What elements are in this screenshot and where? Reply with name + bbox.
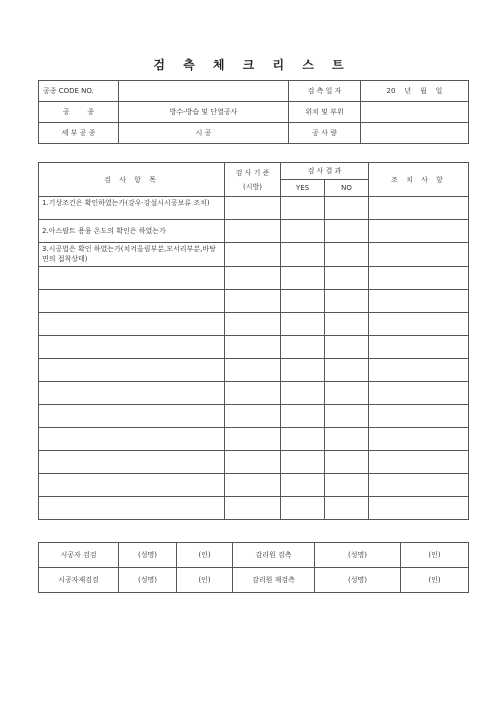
table-row bbox=[39, 428, 469, 451]
header-table bbox=[38, 80, 469, 144]
quantity-value[interactable] bbox=[361, 123, 469, 144]
no-cell[interactable] bbox=[325, 267, 369, 290]
action-cell[interactable] bbox=[369, 313, 469, 336]
yes-cell[interactable] bbox=[281, 497, 325, 520]
work-type-value: 방수-방습 및 단열공사 bbox=[119, 102, 289, 123]
no-cell[interactable] bbox=[325, 313, 369, 336]
col-standard-header bbox=[225, 163, 281, 197]
header-row-work-type bbox=[39, 102, 469, 123]
inspection-date-value[interactable]: 20 년 월 일 bbox=[361, 81, 469, 102]
contractor-recheck-seal[interactable]: (인) bbox=[177, 568, 233, 593]
action-cell[interactable] bbox=[369, 428, 469, 451]
item-text: 1.기상조건은 확인하였는가(강우·강설시시공보류 조치) bbox=[39, 197, 225, 220]
col-standard-title: 검 사 기 준 bbox=[235, 168, 270, 177]
location-value[interactable] bbox=[361, 102, 469, 123]
table-row bbox=[39, 451, 469, 474]
standard-cell[interactable] bbox=[225, 497, 281, 520]
work-type-label: 공 종 bbox=[39, 102, 119, 123]
quantity-label: 공 사 량 bbox=[289, 123, 361, 144]
yes-cell[interactable] bbox=[281, 220, 325, 243]
table-row bbox=[39, 267, 469, 290]
no-cell[interactable] bbox=[325, 382, 369, 405]
standard-cell[interactable] bbox=[225, 220, 281, 243]
yes-cell[interactable] bbox=[281, 428, 325, 451]
standard-cell[interactable] bbox=[225, 382, 281, 405]
action-cell[interactable] bbox=[369, 497, 469, 520]
supervisor-check-label: 감리원 검측 bbox=[233, 543, 315, 568]
no-cell[interactable] bbox=[325, 497, 369, 520]
item-cell[interactable] bbox=[39, 359, 225, 382]
checklist-header-row bbox=[39, 163, 469, 180]
signature-row-1 bbox=[39, 543, 469, 568]
table-row bbox=[39, 405, 469, 428]
contractor-recheck-name[interactable]: (성명) bbox=[119, 568, 177, 593]
inspection-date-label: 검 측 일 자 bbox=[289, 81, 361, 102]
item-cell[interactable] bbox=[39, 267, 225, 290]
no-cell[interactable] bbox=[325, 220, 369, 243]
item-cell[interactable] bbox=[39, 336, 225, 359]
standard-cell[interactable] bbox=[225, 359, 281, 382]
code-label: 공종 CODE NO. bbox=[39, 81, 119, 102]
action-cell[interactable] bbox=[369, 220, 469, 243]
signature-table bbox=[38, 542, 469, 593]
header-row-code bbox=[39, 81, 469, 102]
item-cell[interactable] bbox=[39, 290, 225, 313]
supervisor-recheck-label: 감리원 재검측 bbox=[233, 568, 315, 593]
standard-cell[interactable] bbox=[225, 428, 281, 451]
no-cell[interactable] bbox=[325, 428, 369, 451]
item-cell[interactable] bbox=[39, 451, 225, 474]
supervisor-check-seal[interactable]: (인) bbox=[401, 543, 469, 568]
action-cell[interactable] bbox=[369, 243, 469, 267]
yes-cell[interactable] bbox=[281, 336, 325, 359]
standard-cell[interactable] bbox=[225, 451, 281, 474]
table-row bbox=[39, 243, 469, 267]
table-row bbox=[39, 220, 469, 243]
action-cell[interactable] bbox=[369, 451, 469, 474]
no-cell[interactable] bbox=[325, 290, 369, 313]
contractor-recheck-label: 시공자재검검 bbox=[39, 568, 119, 593]
action-cell[interactable] bbox=[369, 290, 469, 313]
yes-cell[interactable] bbox=[281, 243, 325, 267]
standard-cell[interactable] bbox=[225, 290, 281, 313]
contractor-check-name[interactable]: (성명) bbox=[119, 543, 177, 568]
table-row bbox=[39, 336, 469, 359]
table-row bbox=[39, 313, 469, 336]
col-result-header: 검 사 결 과 bbox=[281, 163, 369, 180]
item-text: 2.아스팔트 용융 온도의 확인은 하였는가 bbox=[39, 220, 225, 243]
checklist-table bbox=[38, 162, 469, 520]
table-row bbox=[39, 382, 469, 405]
col-yes-header: YES bbox=[281, 180, 325, 197]
standard-cell[interactable] bbox=[225, 405, 281, 428]
no-cell[interactable] bbox=[325, 243, 369, 267]
action-cell[interactable] bbox=[369, 336, 469, 359]
supervisor-check-name[interactable]: (성명) bbox=[315, 543, 401, 568]
standard-cell[interactable] bbox=[225, 243, 281, 267]
contractor-check-label: 시공자 검검 bbox=[39, 543, 119, 568]
yes-cell[interactable] bbox=[281, 197, 325, 220]
table-row bbox=[39, 474, 469, 497]
yes-cell[interactable] bbox=[281, 405, 325, 428]
action-cell[interactable] bbox=[369, 359, 469, 382]
action-cell[interactable] bbox=[369, 267, 469, 290]
code-value[interactable] bbox=[119, 81, 289, 102]
item-cell[interactable] bbox=[39, 497, 225, 520]
table-row bbox=[39, 359, 469, 382]
yes-cell[interactable] bbox=[281, 359, 325, 382]
item-text: 3.시공법은 확인 하였는가(치켜올림부분,모서리부분,바탕면의 접착상태) bbox=[39, 243, 225, 267]
col-action-header: 조 치 사 항 bbox=[369, 163, 469, 197]
item-cell[interactable] bbox=[39, 428, 225, 451]
action-cell[interactable] bbox=[369, 474, 469, 497]
standard-cell[interactable] bbox=[225, 474, 281, 497]
document-title: 검 측 체 크 리 스 트 bbox=[153, 58, 351, 72]
no-cell[interactable] bbox=[325, 336, 369, 359]
col-item-header: 검 사 항 목 bbox=[39, 163, 225, 197]
standard-cell[interactable] bbox=[225, 267, 281, 290]
no-cell[interactable] bbox=[325, 474, 369, 497]
table-row bbox=[39, 290, 469, 313]
col-no-header: NO bbox=[325, 180, 369, 197]
action-cell[interactable] bbox=[369, 197, 469, 220]
yes-cell[interactable] bbox=[281, 290, 325, 313]
signature-row-2 bbox=[39, 568, 469, 593]
yes-cell[interactable] bbox=[281, 313, 325, 336]
supervisor-recheck-seal[interactable]: (인) bbox=[401, 568, 469, 593]
action-cell[interactable] bbox=[369, 405, 469, 428]
yes-cell[interactable] bbox=[281, 382, 325, 405]
yes-cell[interactable] bbox=[281, 474, 325, 497]
item-cell[interactable] bbox=[39, 382, 225, 405]
yes-cell[interactable] bbox=[281, 267, 325, 290]
header-row-subtype bbox=[39, 123, 469, 144]
yes-cell[interactable] bbox=[281, 451, 325, 474]
supervisor-recheck-name[interactable]: (성명) bbox=[315, 568, 401, 593]
item-cell[interactable] bbox=[39, 405, 225, 428]
table-row bbox=[39, 497, 469, 520]
standard-cell[interactable] bbox=[225, 313, 281, 336]
action-cell[interactable] bbox=[369, 382, 469, 405]
col-standard-sub: (시방) bbox=[243, 182, 262, 191]
location-label: 위치 및 부위 bbox=[289, 102, 361, 123]
contractor-check-seal[interactable]: (인) bbox=[177, 543, 233, 568]
no-cell[interactable] bbox=[325, 451, 369, 474]
item-cell[interactable] bbox=[39, 313, 225, 336]
standard-cell[interactable] bbox=[225, 336, 281, 359]
table-row bbox=[39, 197, 469, 220]
item-cell[interactable] bbox=[39, 474, 225, 497]
standard-cell[interactable] bbox=[225, 197, 281, 220]
subtype-value: 시 공 bbox=[119, 123, 289, 144]
no-cell[interactable] bbox=[325, 405, 369, 428]
no-cell[interactable] bbox=[325, 359, 369, 382]
no-cell[interactable] bbox=[325, 197, 369, 220]
subtype-label: 세 부 공 종 bbox=[39, 123, 119, 144]
